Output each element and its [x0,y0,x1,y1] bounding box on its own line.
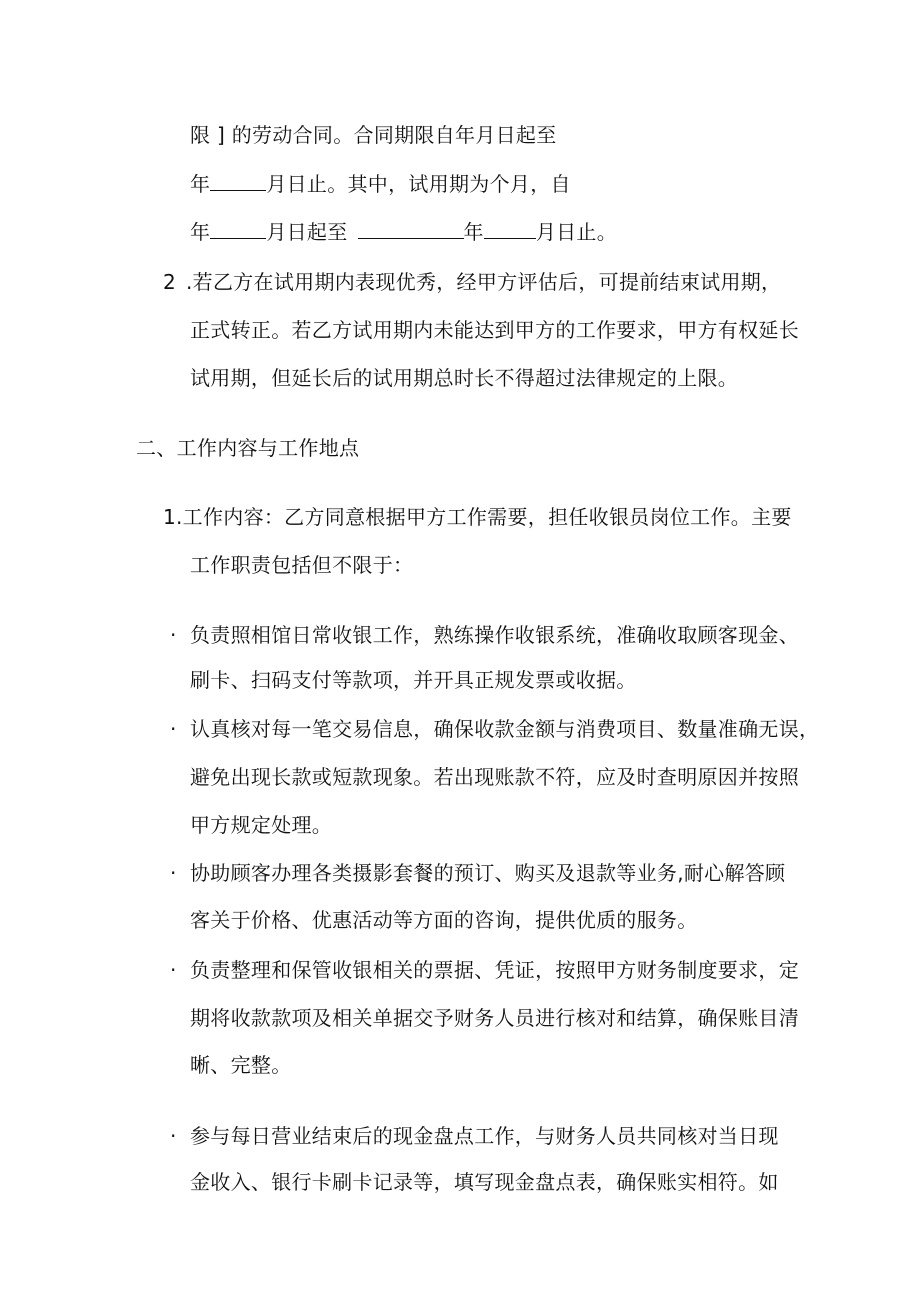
duty-2-line-2: 避免出现长款或短款现象。若出现账款不符，应及时查明原因并按照 [190,765,799,789]
term-line-3-end: 月日止。 [535,220,618,244]
duty-5-line-2: 金收入、银行卡刷卡记录等，填写现金盘点表，确保账实相符。如 [190,1170,779,1194]
duty-1-line-2: 刷卡、扫码支付等款项，并开具正规发票或收据。 [190,668,637,692]
duty-3-line-1: 协助顾客办理各类摄影套餐的预订、购买及退款等业务,耐心解答顾 [190,861,786,885]
term-line-3-mid: 月日起至 [266,220,348,244]
term-line-2 [190,172,571,196]
work-content-line-1: 1.工作内容：乙方同意根据甲方工作需要，担任收银员岗位工作。主要 [163,505,792,529]
duty-4-line-1: 负责整理和保管收银相关的票据、凭证，按照甲方财务制度要求，定 [190,958,799,982]
work-content-line-2: 工作职责包括但不限于： [190,553,414,577]
blank-field[interactable] [358,220,464,239]
bullet-icon: · [170,861,177,885]
section-heading: 二、工作内容与工作地点 [136,436,360,460]
item2-line-2: 正式转正。若乙方试用期内未能达到甲方的工作要求，甲方有权延长 [190,318,799,342]
duty-2-line-1: 认真核对每一笔交易信息，确保收款金额与消费项目、数量准确无误， [190,717,820,741]
term-line-1: 限 ] 的劳动合同。合同期限自年月日起至 [190,123,557,147]
term-line-3-year: 年 [190,220,211,244]
duty-5-line-1: 参与每日营业结束后的现金盘点工作，与财务人员共同核对当日现 [190,1124,779,1148]
duty-4-line-3: 晰、完整。 [190,1053,292,1077]
bullet-icon: · [170,717,177,741]
term-line-3 [190,220,617,244]
bullet-icon: · [170,623,177,647]
term-line-2-rest: 月日止。其中，试用期为个月，自 [266,172,571,196]
item2-line-1: .若乙方在试用期内表现优秀，经甲方评估后，可提前结束试用期， [186,270,782,294]
term-line-2-year: 年 [190,172,211,196]
bullet-icon: · [170,958,177,982]
duty-4-line-2: 期将收款款项及相关单据交予财务人员进行核对和结算，确保账目清 [190,1006,799,1030]
blank-field[interactable] [484,220,536,239]
item2-line-3: 试用期，但延长后的试用期总时长不得超过法律规定的上限。 [190,366,739,390]
term-line-3-year2: 年 [463,220,484,244]
duty-3-line-2: 客关于价格、优惠活动等方面的咨询，提供优质的服务。 [190,908,698,932]
blank-field[interactable] [210,220,266,239]
duty-2-line-3: 甲方规定处理。 [190,813,333,837]
duty-1-line-1: 负责照相馆日常收银工作，熟练操作收银系统，准确收取顾客现金、 [190,623,799,647]
bullet-icon: · [170,1124,177,1148]
blank-field[interactable] [210,172,266,191]
item2-number: 2 [163,270,177,294]
